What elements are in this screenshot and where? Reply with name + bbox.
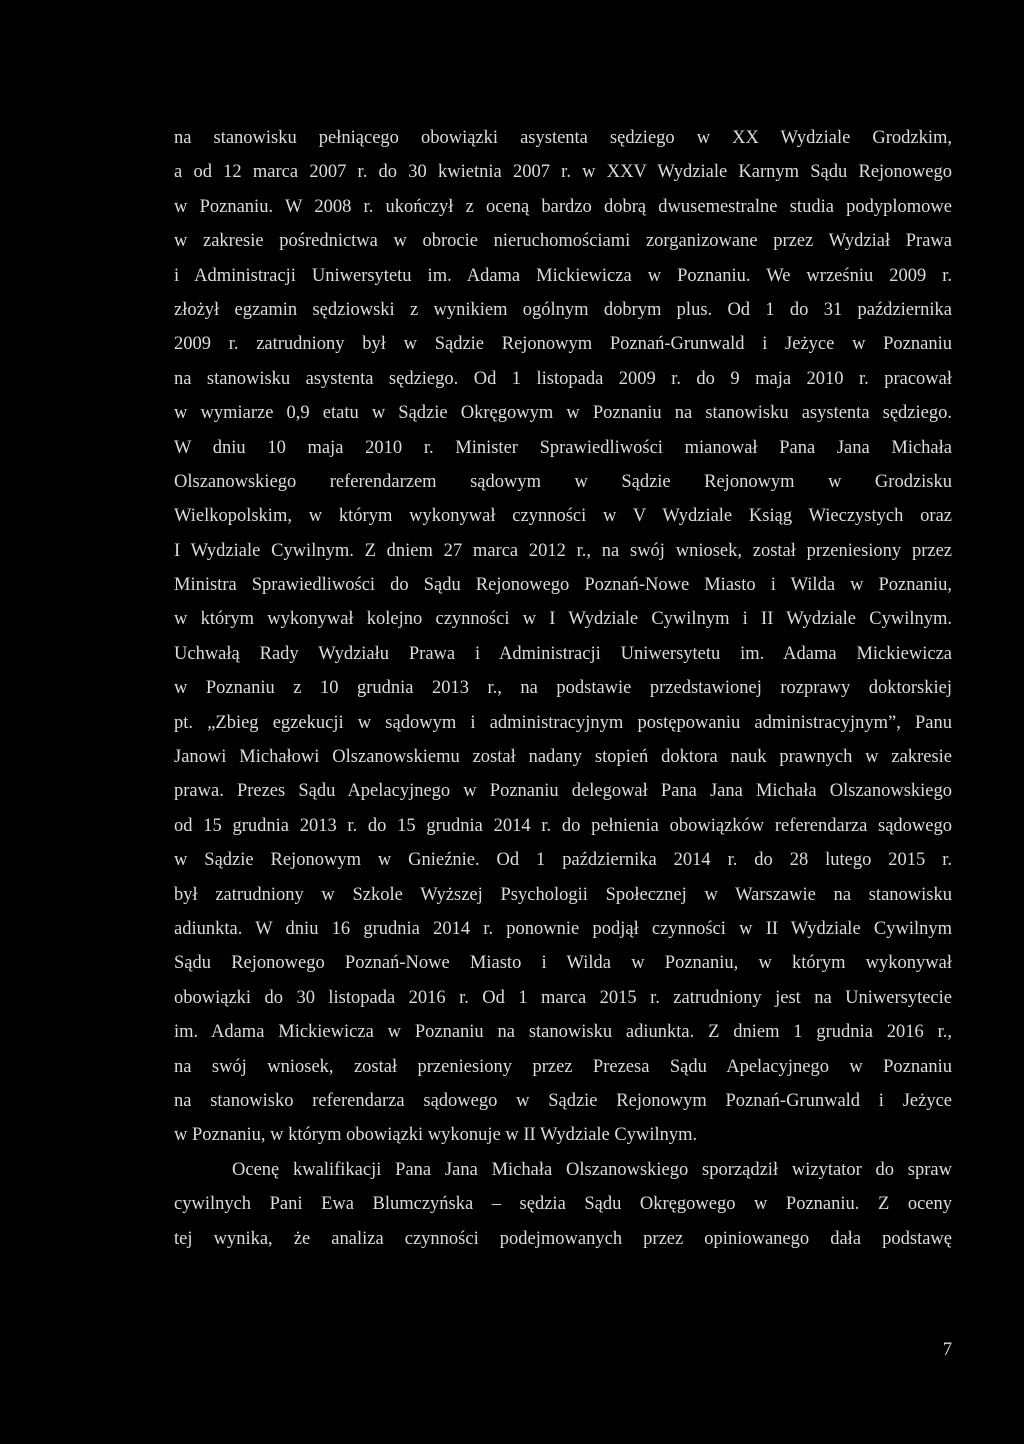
text-line: Janowi Michałowi Olszanowskiemu został nadany stopień doktora nauk prawnych w zakresie [174,747,952,768]
text-line: od 15 grudnia 2013 r. do 15 grudnia 2014 r. do pełnienia obowiązków referendarza sądowego [174,815,952,836]
text-line: na stanowisku asystenta sędziego. Od 1 listopada 2009 r. do 9 maja 2010 r. pracował [174,368,952,389]
page-number: 7 [942,1340,952,1360]
text-line: Wielkopolskim, w którym wykonywał czynności w V Wydziale Ksiąg Wieczystych oraz [174,506,952,527]
text-line: Sądu Rejonowego Poznań-Nowe Miasto i Wilda w Poznaniu, w którym wykonywał [174,953,952,974]
text-line: cywilnych Pani Ewa Blumczyńska – sędzia Sądu Okręgowego w Poznaniu. Z oceny [174,1194,952,1215]
text-line: I Wydziale Cywilnym. Z dniem 27 marca 2012 r., na swój wniosek, został przeniesiony przez [174,540,952,561]
text-line: 2009 r. zatrudniony był w Sądzie Rejonowym Poznań-Grunwald i Jeżyce w Poznaniu [174,334,952,355]
text-line: adiunkta. W dniu 16 grudnia 2014 r. ponownie podjął czynności w II Wydziale Cywilnym [174,918,952,939]
text-line: w zakresie pośrednictwa w obrocie nieruchomościami zorganizowane przez Wydział Prawa [174,231,952,252]
text-line: był zatrudniony w Szkole Wyższej Psychologii Społecznej w Warszawie na stanowisku [174,884,952,905]
text-line: Olszanowskiego referendarzem sądowym w Sądzie Rejonowym w Grodzisku [174,471,952,492]
text-line: w Poznaniu. W 2008 r. ukończył z oceną bardzo dobrą dwusemestralne studia podyplomowe [174,196,952,217]
text-line: na swój wniosek, został przeniesiony przez Prezesa Sądu Apelacyjnego w Poznaniu [174,1056,952,1077]
paragraph-1 [174,121,952,1153]
text-line: na stanowisku pełniącego obowiązki asystenta sędziego w XX Wydziale Grodzkim, [174,128,952,148]
text-line: im. Adama Mickiewicza w Poznaniu na stanowisku adiunkta. Z dniem 1 grudnia 2016 r., [174,1022,952,1043]
text-line: a od 12 marca 2007 r. do 30 kwietnia 2007 r. w XXV Wydziale Karnym Sądu Rejonowego [174,162,952,183]
text-line: i Administracji Uniwersytetu im. Adama Mickiewicza w Poznaniu. We wrześniu 2009 r. [174,265,952,286]
document-body [174,121,952,1256]
text-line: w Poznaniu z 10 grudnia 2013 r., na podstawie przedstawionej rozprawy doktorskiej [174,678,952,699]
text-line: obowiązki do 30 listopada 2016 r. Od 1 marca 2015 r. zatrudniony jest na Uniwersytecie [174,987,952,1008]
text-line: pt. „Zbieg egzekucji w sądowym i administracyjnym postępowaniu administracyjnym”, Panu [174,712,952,733]
text-line: Ocenę kwalifikacji Pana Jana Michała Olszanowskiego sporządził wizytator do spraw [232,1159,952,1180]
text-line: prawa. Prezes Sądu Apelacyjnego w Poznaniu delegował Pana Jana Michała Olszanowskiego [174,781,952,802]
text-line: Uchwałą Rady Wydziału Prawa i Administracji Uniwersytetu im. Adama Mickiewicza [174,643,952,664]
text-line: W dniu 10 maja 2010 r. Minister Sprawiedliwości mianował Pana Jana Michała [174,437,952,458]
text-line: tej wynika, że analiza czynności podejmowanych przez opiniowanego dała podstawę [174,1228,952,1249]
text-line: na stanowisko referendarza sądowego w Sądzie Rejonowym Poznań-Grunwald i Jeżyce [174,1090,952,1111]
text-line: w Poznaniu, w którym obowiązki wykonuje w II Wydziale Cywilnym. [174,1125,698,1146]
text-line: w wymiarze 0,9 etatu w Sądzie Okręgowym w Poznaniu na stanowisku asystenta sędziego. [174,403,952,424]
text-line: w Sądzie Rejonowym w Gnieźnie. Od 1 października 2014 r. do 28 lutego 2015 r. [174,850,952,871]
text-line: Ministra Sprawiedliwości do Sądu Rejonowego Poznań-Nowe Miasto i Wilda w Poznaniu, [174,575,952,596]
paragraph-2 [174,1153,952,1256]
text-line: złożył egzamin sędziowski z wynikiem ogólnym dobrym plus. Od 1 do 31 października [174,299,952,320]
text-line: w którym wykonywał kolejno czynności w I Wydziale Cywilnym i II Wydziale Cywilnym. [174,609,952,630]
